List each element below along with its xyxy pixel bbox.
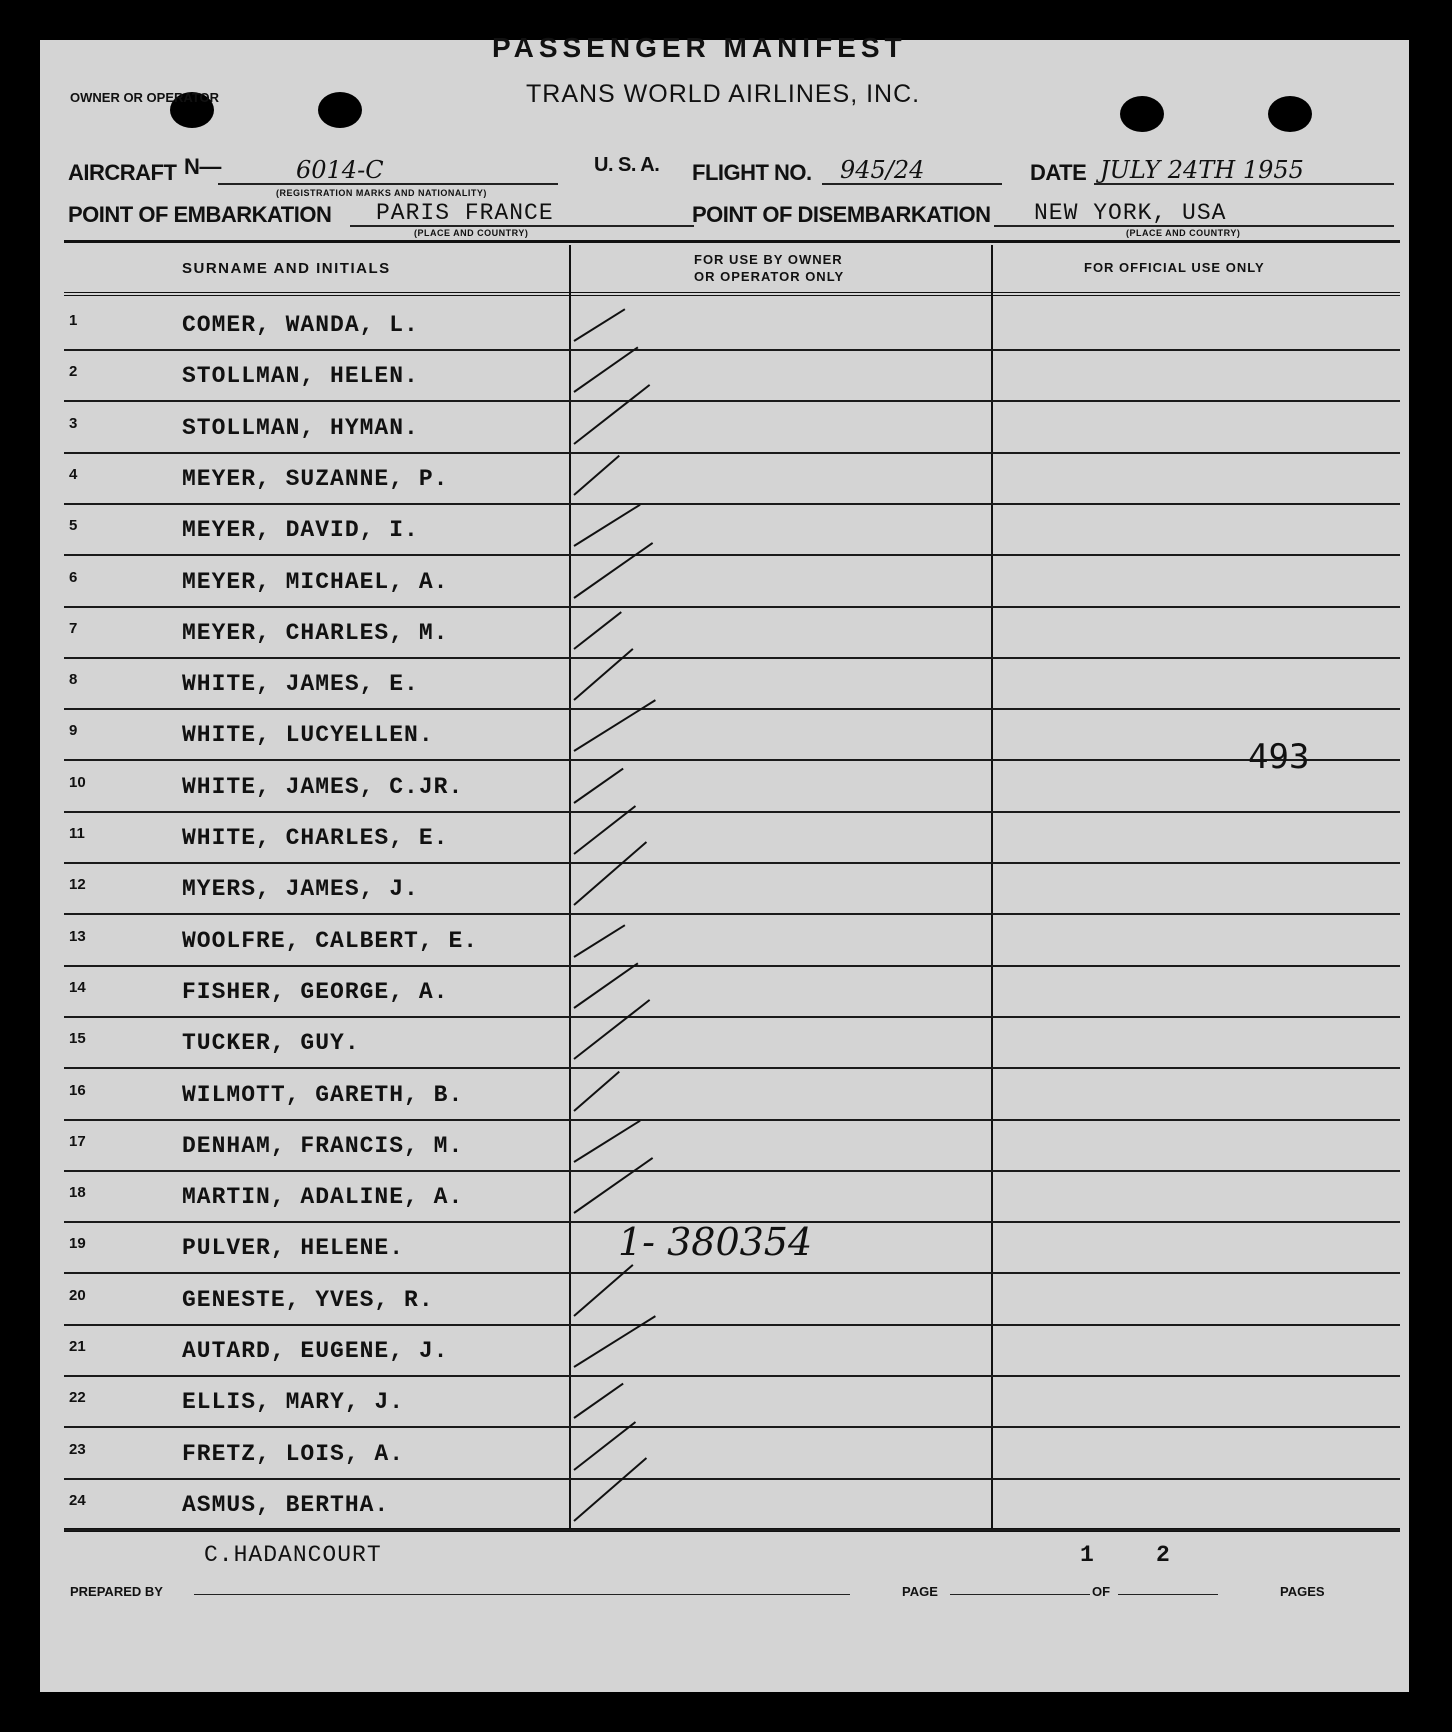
owner-label: OWNER OR OPERATOR: [70, 90, 220, 105]
row-number: 7: [69, 620, 78, 637]
passenger-name: MEYER, MICHAEL, A.: [182, 569, 449, 595]
flight-label: FLIGHT NO.: [692, 160, 812, 185]
embarkation-caption: (PLACE AND COUNTRY): [414, 228, 529, 238]
passenger-name: GENESTE, YVES, R.: [182, 1287, 434, 1313]
table-row: [64, 914, 1400, 967]
punch-hole: [318, 92, 362, 128]
table-row: [64, 965, 1400, 1018]
aircraft-registration: 6014-C: [296, 156, 384, 184]
row-number: 2: [69, 363, 78, 380]
table-bottom-rule: [64, 1528, 1400, 1535]
total-pages: 2: [1156, 1542, 1171, 1568]
row-number: 24: [69, 1492, 86, 1509]
row-number: 11: [69, 825, 85, 842]
passenger-name: STOLLMAN, HYMAN.: [182, 415, 419, 441]
table-row: [64, 1068, 1400, 1121]
table-row: [64, 606, 1400, 659]
page-label: PAGE: [902, 1584, 938, 1599]
punch-hole: [1120, 96, 1164, 132]
row-number: 19: [69, 1235, 86, 1252]
passenger-name: WILMOTT, GARETH, B.: [182, 1082, 464, 1108]
prepared-by-label: PREPARED BY: [70, 1584, 163, 1599]
row-number: 14: [69, 979, 86, 996]
table-row: [64, 1427, 1400, 1480]
table-row: [64, 862, 1400, 915]
row-number: 23: [69, 1441, 86, 1458]
row-number: 20: [69, 1287, 86, 1304]
passenger-name: MEYER, DAVID, I.: [182, 517, 419, 543]
flight-number: 945/24: [840, 156, 925, 184]
disembarkation-caption: (PLACE AND COUNTRY): [1126, 228, 1241, 238]
official-note: 493: [1248, 737, 1310, 777]
passenger-name: FRETZ, LOIS, A.: [182, 1441, 405, 1467]
table-row: [64, 708, 1400, 761]
table-row: [64, 1375, 1400, 1428]
table-row: [64, 1016, 1400, 1069]
passenger-name: STOLLMAN, HELEN.: [182, 363, 419, 389]
registration-caption: (REGISTRATION MARKS AND NATIONALITY): [276, 188, 487, 198]
table-row: [64, 811, 1400, 864]
table-row: [64, 555, 1400, 608]
table-row: [64, 1273, 1400, 1326]
passenger-name: DENHAM, FRANCIS, M.: [182, 1133, 464, 1159]
pages-label: PAGES: [1280, 1584, 1325, 1599]
embarkation-label: POINT OF EMBARKATION: [68, 202, 332, 227]
row-number: 9: [69, 722, 78, 739]
passenger-name: COMER, WANDA, L.: [182, 312, 419, 338]
table-row: [64, 349, 1400, 402]
embarkation-value: PARIS FRANCE: [376, 200, 554, 226]
row-number: 10: [69, 774, 86, 791]
row-number: 8: [69, 671, 78, 688]
disembarkation-value: NEW YORK, USA: [1034, 200, 1227, 226]
passenger-name: MARTIN, ADALINE, A.: [182, 1184, 464, 1210]
nationality: U. S. A.: [594, 154, 660, 176]
passenger-name: MEYER, CHARLES, M.: [182, 620, 449, 646]
table-row: [64, 298, 1400, 351]
of-underline: [1118, 1594, 1218, 1595]
row-number: 22: [69, 1389, 86, 1406]
manifest-sheet: [40, 32, 1409, 1692]
row-number: 16: [69, 1082, 86, 1099]
manifest-title: PASSENGER MANIFEST: [492, 32, 907, 63]
table-row: [64, 503, 1400, 556]
row-number: 3: [69, 415, 78, 432]
punch-hole: [1268, 96, 1312, 132]
row-number: 4: [69, 466, 78, 483]
table-row: [64, 452, 1400, 505]
passenger-name: PULVER, HELENE.: [182, 1235, 405, 1261]
passenger-name: WHITE, JAMES, E.: [182, 671, 419, 697]
date-label: DATE: [1030, 160, 1087, 185]
row-number: 1: [69, 312, 78, 329]
col-header-owner-2: OR OPERATOR ONLY: [694, 269, 845, 284]
airline-name: TRANS WORLD AIRLINES, INC.: [526, 80, 921, 108]
row-number: 13: [69, 928, 86, 945]
row-number: 5: [69, 517, 78, 534]
passenger-name: WOOLFRE, CALBERT, E.: [182, 928, 479, 954]
table-row: [64, 657, 1400, 710]
row-number: 12: [69, 876, 86, 893]
table-row: [64, 1119, 1400, 1172]
row-number: 17: [69, 1133, 86, 1150]
date-value: JULY 24TH 1955: [1100, 156, 1304, 184]
table-row: [64, 1170, 1400, 1223]
passenger-name: WHITE, JAMES, C.JR.: [182, 774, 464, 800]
row-number: 21: [69, 1338, 86, 1355]
passenger-name: AUTARD, EUGENE, J.: [182, 1338, 449, 1364]
table-row: [64, 1324, 1400, 1377]
disembarkation-label: POINT OF DISEMBARKATION: [692, 202, 991, 227]
table-row: [64, 1478, 1400, 1531]
col-header-official: FOR OFFICIAL USE ONLY: [1084, 260, 1265, 275]
passenger-name: FISHER, GEORGE, A.: [182, 979, 449, 1005]
page-number: 1: [1080, 1542, 1095, 1568]
prepared-by-underline: [194, 1594, 850, 1595]
col-header-name: SURNAME AND INITIALS: [182, 260, 391, 277]
row-number: 6: [69, 569, 78, 586]
passenger-name: WHITE, CHARLES, E.: [182, 825, 449, 851]
aircraft-prefix: N—: [184, 154, 221, 179]
row-number: 15: [69, 1030, 86, 1047]
owner-note: 1- 380354: [618, 1220, 813, 1264]
aircraft-label: AIRCRAFT: [68, 160, 177, 185]
table-row: [64, 401, 1400, 454]
passenger-name: WHITE, LUCYELLEN.: [182, 722, 434, 748]
passenger-name: MEYER, SUZANNE, P.: [182, 466, 449, 492]
table-row: [64, 760, 1400, 813]
passenger-name: ASMUS, BERTHA.: [182, 1492, 390, 1518]
passenger-name: ELLIS, MARY, J.: [182, 1389, 405, 1415]
of-label: OF: [1092, 1584, 1111, 1599]
passenger-name: TUCKER, GUY.: [182, 1030, 360, 1056]
preparer-name: C.HADANCOURT: [204, 1542, 382, 1568]
aircraft-underline: [218, 183, 558, 185]
col-header-owner-1: FOR USE BY OWNER: [694, 252, 843, 267]
table-top-rule: [64, 240, 1400, 243]
row-number: 18: [69, 1184, 86, 1201]
passenger-name: MYERS, JAMES, J.: [182, 876, 419, 902]
page-underline: [950, 1594, 1090, 1595]
